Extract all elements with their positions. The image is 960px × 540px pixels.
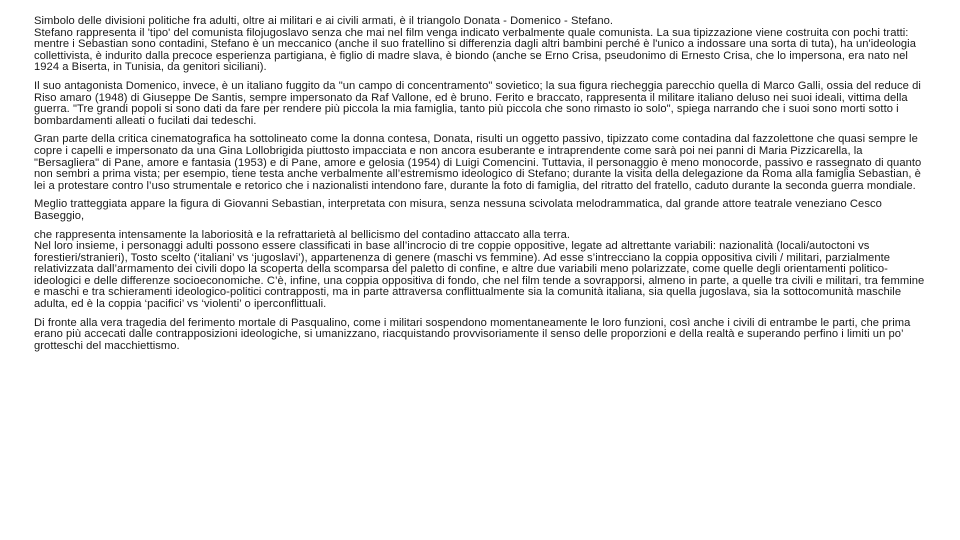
paragraph-giovanni-sebastian: Meglio tratteggiata appare la figura di Giovanni Sebastian, interpretata con misura, senza nessuna scivolata melodrammatica, dal grande attore teatrale veneziano Cesco Baseggio, bbox=[34, 198, 882, 222]
paragraph-domenico: Il suo antagonista Domenico, invece, è un italiano fuggito da "un campo di concentramento" sovietico; la sua figura riecheggia parecchio quella di Marco Galli, ossia del reduce di Riso amaro (1948) di Giuseppe De Santis, sempre impersonato da Raf Vallone, ed è bruno. Ferito e braccato, rappresenta il militare italiano deluso nei suoi ideali, vittima della guerra. "Tre grandi popoli si sono dati da fare per rendere più piccola la mia famiglia, tanto più piccola che sono rimasto io solo", spiega narrando che i suoi sono morti sotto i bombardamenti alleati o fucilati dai tedeschi. bbox=[34, 79, 921, 127]
paragraph-character-classification: che rappresenta intensamente la laboriosità e la refrattarietà al bellicismo del contadino attaccato alla terra. Nel loro insieme, i personaggi adulti possono essere classificati in base all’incrocio di tre coppie oppositive, legate ad altrettante variabili: nazionalità (locali/autoctoni vs forestieri/stranieri), Tosto scelto (‘italiani’ vs ‘jugoslavi’), appartenenza di genere (maschi vs femmine). Ad esse s’intrecciano la coppia oppositiva civili / militari, parzialmente relativizzata dall’armamento dei civili dopo la scoperta della scomparsa del paletto di confine, e altre due variabili meno polarizzate, come quelle degli orientamenti politico- ideologici e delle differenze socioeconomiche. C’è, infine, una coppia oppositiva di fondo, che nel film tende a sovrapporsi, almeno in parte, a quelle tra civili e militari, tra femmine e maschi e tra schieramenti ideologico-politici contrapposti, ma in parte attraversa conflittualmente sia la comunità italiana, sia quella jugoslava, sia la sottocomunità maschile adulta, ed è la coppia ‘pacifici’ vs ‘violenti’ o iperconflittuali. bbox=[34, 228, 925, 311]
paragraph-pasqualino-tragedy: Di fronte alla vera tragedia del ferimento mortale di Pasqualino, come i militari sospendono momentaneamente le loro funzioni, così anche i civili di entrambe le parti, che prima erano più accecati dalle contrapposizioni ideologiche, si umanizzano, riacquistando provvisoriamente il senso delle proporzioni e della realtà e superando perfino i limiti un po’ grotteschi del macchiettismo. bbox=[34, 316, 911, 352]
text-body bbox=[34, 16, 928, 359]
paragraph-triangle-intro: Simbolo delle divisioni politiche fra adulti, oltre ai militari e ai civili armati, è il triangolo Donata - Domenico - Stefano. Stefano rappresenta il 'tipo' del comunista filojugoslavo senza che mai nel film venga indicato verbalmente quale comunista. La sua tipizzazione viene costruita con pochi tratti: mentre i Sebastian sono contadini, Stefano è un meccanico (anche il suo fratellino si differenzia dagli altri bambini perché è l'unico a indossare una sorta di tuta), ha un'ideologia collettivista, è indurito dalla precoce esperienza partigiana, è figlio di madre slava, è biondo (anche se Erno Crisa, pseudonimo di Ernesto Crisa, che lo impersona, era nato nel 1924 a Biserta, in Tunisia, da genitori siciliani). bbox=[34, 15, 916, 74]
paragraph-donata: Gran parte della critica cinematografica ha sottolineato come la donna contesa, Donata, risulti un oggetto passivo, tipizzato come contadina dal fazzolettone che quasi sempre le copre i capelli e impersonato da una Gina Lollobrigida piuttosto impacciata e non ancora esuberante e intraprendente come sarà poi nei panni di Maria Pizzicarella, la "Bersagliera" di Pane, amore e fantasia (1953) e di Pane, amore e gelosia (1954) di Luigi Comencini. Tuttavia, il personaggio è meno monocorde, passivo e rassegnato di quanto non sembri a prima vista; per esempio, tiene testa anche verbalmente all’estremismo ideologico di Stefano; durante la visita della delegazione da Roma alla famiglia Sebastian, è lei a protestare contro l’uso strumentale e retorico che i nazionalisti intendono fare, durante la foto di famiglia, del ritratto del fratello, caduto durante la seconda guerra mondiale. bbox=[34, 133, 922, 192]
